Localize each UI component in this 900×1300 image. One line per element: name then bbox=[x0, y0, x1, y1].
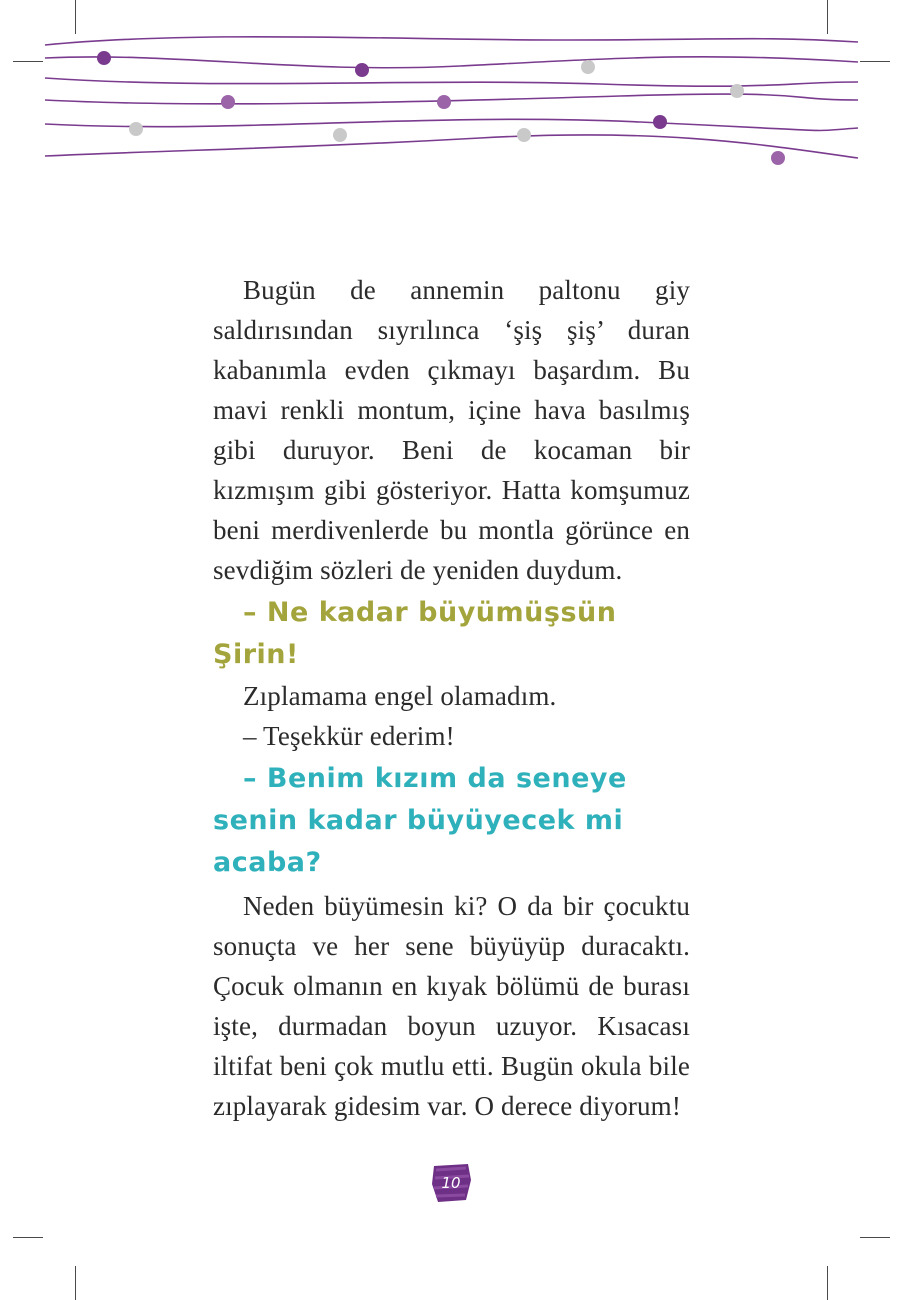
grey-dot bbox=[333, 128, 347, 142]
line-jump: Zıplamama engel olamadım. bbox=[243, 681, 557, 711]
line-thanks: – Teşekkür ederim! bbox=[243, 721, 455, 751]
crop-mark bbox=[827, 1266, 828, 1300]
grey-dot bbox=[129, 122, 143, 136]
purple-dot bbox=[771, 151, 785, 165]
grey-dot bbox=[517, 128, 531, 142]
purple-dot bbox=[653, 115, 667, 129]
purple-dot bbox=[437, 95, 451, 109]
crop-mark bbox=[13, 1237, 43, 1238]
wave-line bbox=[45, 135, 858, 158]
purple-dot bbox=[355, 63, 369, 77]
neighbor-quote-1: – Ne kadar büyümüşsün Şirin! bbox=[213, 597, 617, 670]
grey-dot bbox=[581, 60, 595, 74]
page-number: 10 bbox=[441, 1174, 461, 1192]
neighbor-quote-2: – Benim kızım da seneye senin kadar büyüyecek mi acaba? bbox=[213, 763, 627, 878]
crop-mark bbox=[860, 1237, 890, 1238]
wave-line bbox=[45, 57, 858, 68]
purple-dot bbox=[97, 51, 111, 65]
story-text bbox=[213, 270, 690, 1126]
decorative-header-waves bbox=[0, 0, 900, 190]
purple-dot bbox=[221, 95, 235, 109]
crop-mark bbox=[75, 1266, 76, 1300]
wave-line bbox=[45, 119, 858, 130]
grey-dot bbox=[730, 84, 744, 98]
paragraph-2: Neden büyümesin ki? O da bir çocuktu sonuçta ve her sene büyüyüp duracaktı. Çocuk olmanın en kıyak bölümü de burası işte, durmadan boyun uzuyor. Kısacası iltifat beni çok mutlu etti. Bugün okula bile zıplayarak gidesim var. O derece diyorum! bbox=[213, 891, 690, 1121]
paragraph-1: Bugün de annemin paltonu giy saldırısından sıyrılınca ‘şiş şiş’ duran kabanımla evden çıkmayı başardım. Bu mavi renkli montum, içine hava basılmış gibi duruyor. Beni de kocaman bir kızmışım gibi gösteriyor. Hatta komşumuz beni merdivenlerde bu montla görünce en sevdiğim sözleri de yeniden duydum. bbox=[213, 275, 690, 585]
wave-line bbox=[45, 37, 858, 45]
page-number-badge bbox=[428, 1160, 474, 1206]
